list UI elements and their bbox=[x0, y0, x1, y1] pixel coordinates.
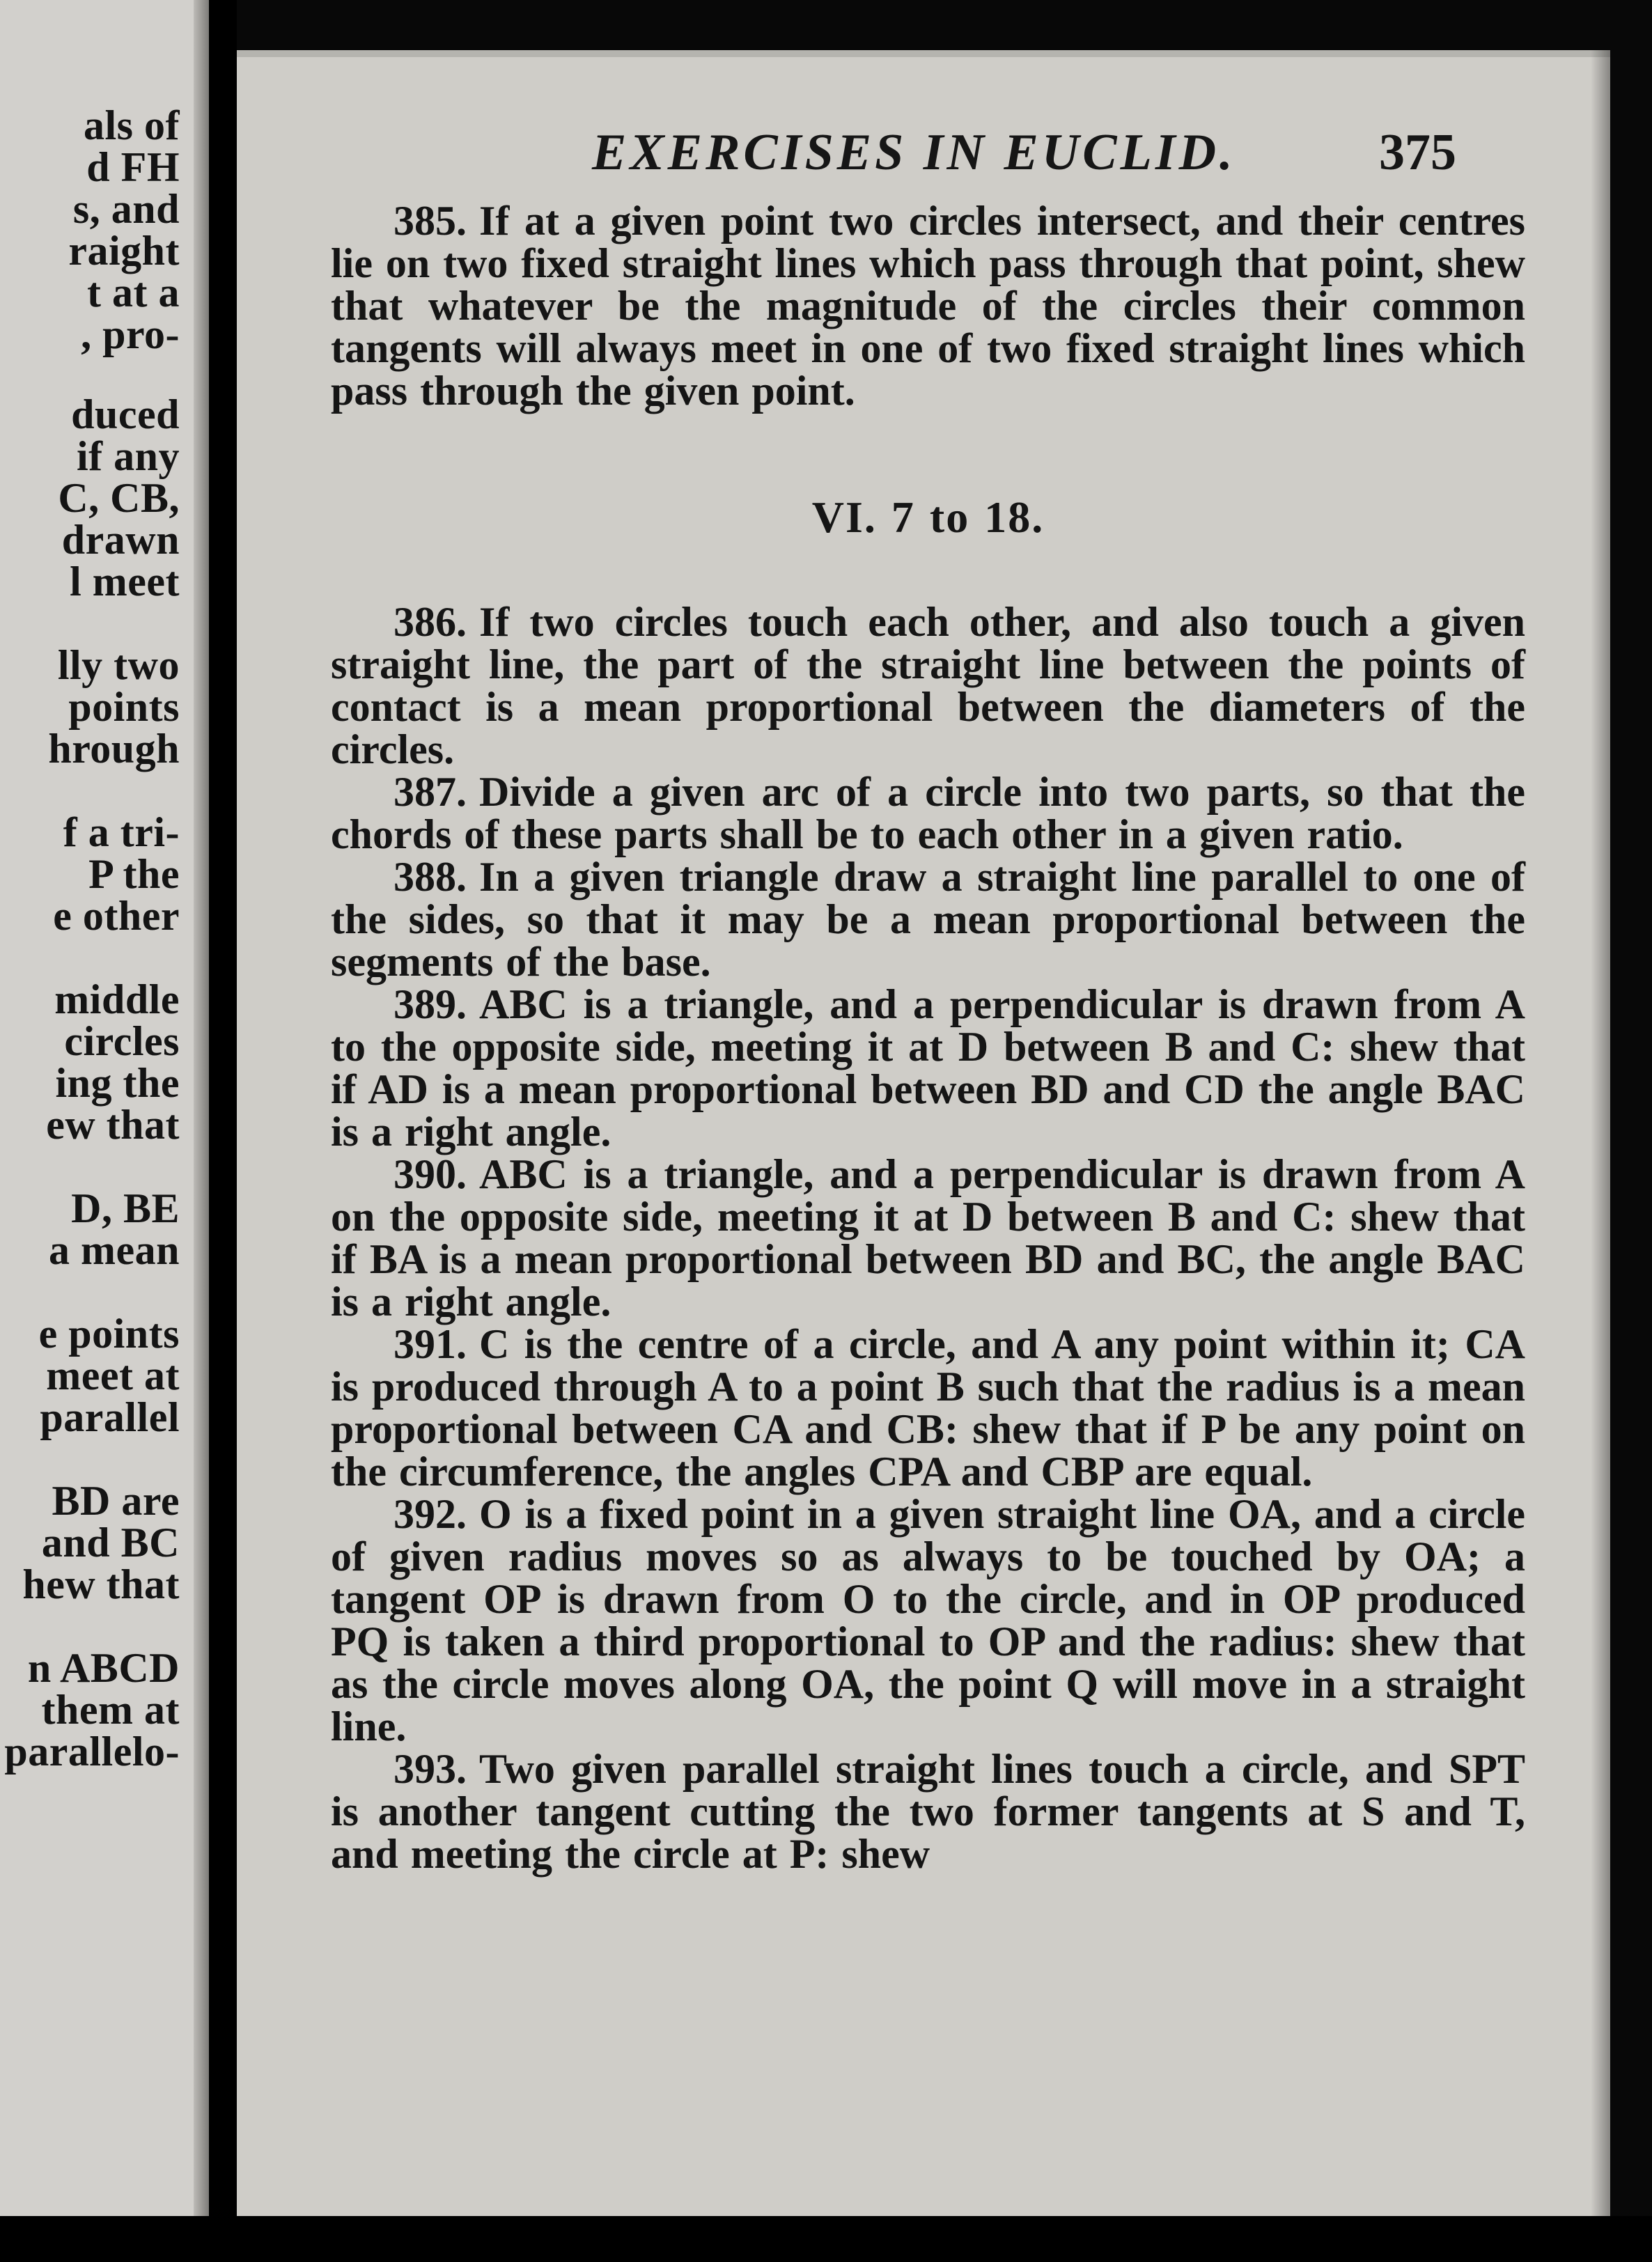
facing-page-fragment: f a tri- bbox=[63, 809, 180, 855]
exercise-text: C is the centre of a circle, and A any point within it; CA is produced through A to a point B such that the radius is a mean proportional between CA and CB: shew that if P be any point on the circumference, the angles CPA and CBP are equal. bbox=[331, 1321, 1525, 1495]
exercise-text: Two given parallel straight lines touch a circle, and SPT is another tangent cutting the two former tangents at S and T, and meeting the circle at P: shew bbox=[331, 1746, 1525, 1877]
exercise-number: 388. bbox=[393, 854, 467, 900]
facing-page-fragment: s, and bbox=[72, 186, 180, 232]
exercise-text: O is a fixed point in a given straight line OA, and a circle of given radius moves so as always to be touched by OA; a tangent OP is drawn from O to the circle, and in OP produced PQ is taken a third proportional to OP and the radius: shew that as the circle moves along OA, the point Q will move in a straight line. bbox=[331, 1491, 1525, 1749]
exercise-text: In a given triangle draw a straight line parallel to one of the sides, so that it may be a mean proportional between the segments of the base. bbox=[331, 854, 1525, 985]
facing-page-fragment: raight bbox=[68, 228, 180, 274]
exercise-text: If two circles touch each other, and also touch a given straight line, the part of the straight line between the points of contact is a mean proportional between the diameters of the circles. bbox=[331, 599, 1525, 772]
facing-page-fragment: t at a bbox=[87, 270, 180, 315]
exercise-paragraph bbox=[331, 601, 1525, 771]
exercise-paragraph bbox=[331, 856, 1525, 983]
facing-page-fragment: duced bbox=[71, 391, 180, 437]
facing-page-fragment: hrough bbox=[48, 726, 180, 772]
facing-page-fragment: e points bbox=[38, 1311, 180, 1357]
facing-page-edge-shadow bbox=[194, 0, 209, 2262]
facing-page-fragment: circles bbox=[64, 1018, 180, 1064]
facing-page-fragment: BD are bbox=[52, 1478, 180, 1524]
facing-page-fragment: lly two bbox=[57, 642, 180, 688]
facing-page-fragment: middle bbox=[54, 976, 180, 1022]
exercise-number: 393. bbox=[393, 1746, 467, 1792]
scan-bottom-edge bbox=[0, 2216, 1652, 2262]
exercise-list bbox=[331, 601, 1525, 1875]
facing-page-fragment: a mean bbox=[49, 1227, 180, 1273]
facing-page-fragment: ew that bbox=[46, 1102, 180, 1148]
facing-page-fragment: parallel bbox=[40, 1394, 180, 1440]
facing-page-left bbox=[0, 0, 209, 2262]
page-right-shadow bbox=[1591, 50, 1610, 2216]
exercise-paragraph bbox=[331, 983, 1525, 1153]
facing-page-fragment: e other bbox=[53, 893, 180, 939]
facing-page-fragment: them at bbox=[41, 1687, 180, 1733]
exercise-text: ABC is a triangle, and a perpendicular is drawn from A to the opposite side, meeting it at D between B and C: shew that if AD is a mean proportional between BD and CD the angle BAC is a right angle. bbox=[331, 981, 1525, 1155]
exercise-paragraph bbox=[331, 1493, 1525, 1748]
facing-page-fragment: ing the bbox=[55, 1060, 180, 1106]
exercise-paragraph bbox=[331, 1748, 1525, 1875]
facing-page-fragment: d FH bbox=[86, 144, 180, 190]
page-number: 375 bbox=[1379, 124, 1456, 181]
facing-page-fragment: points bbox=[68, 684, 180, 730]
exercise-number: 391. bbox=[393, 1321, 467, 1367]
exercise-paragraph bbox=[331, 1153, 1525, 1323]
exercise-number: 390. bbox=[393, 1151, 467, 1197]
page-header bbox=[237, 123, 1610, 193]
facing-page-fragment: hew that bbox=[22, 1561, 180, 1607]
facing-page-fragment: P the bbox=[88, 851, 180, 897]
page-body bbox=[331, 200, 1525, 1875]
facing-page-fragment: drawn bbox=[61, 517, 180, 563]
exercise-text: ABC is a triangle, and a perpendicular is drawn from A on the opposite side, meeting it at D between B and C: shew that if BA is a mean proportional between BD and BC, the angle BAC is a right angle. bbox=[331, 1151, 1525, 1325]
exercise-paragraph bbox=[331, 771, 1525, 856]
page-top-shadow bbox=[237, 50, 1610, 57]
exercise-number: 387. bbox=[393, 769, 467, 815]
facing-page-fragment: parallelo- bbox=[4, 1729, 180, 1774]
exercise-paragraph bbox=[331, 200, 1525, 412]
facing-page-fragment: , pro- bbox=[81, 311, 180, 357]
exercise-text: If at a given point two circles intersect, and their centres lie on two fixed straight lines which pass through that point, shew that whatever be the magnitude of the circles their common tangents will always meet in one of two fixed straight lines which pass through the given point. bbox=[331, 198, 1525, 414]
facing-page-fragment: if any bbox=[76, 433, 180, 479]
exercise-number: 389. bbox=[393, 981, 467, 1027]
exercise-number: 392. bbox=[393, 1491, 467, 1537]
exercise-number: 386. bbox=[393, 599, 467, 645]
facing-page-fragment: and BC bbox=[41, 1520, 180, 1566]
exercise-number: 385. bbox=[393, 198, 467, 244]
facing-page-fragment: meet at bbox=[46, 1352, 180, 1398]
exercise-text: Divide a given arc of a circle into two parts, so that the chords of these parts shall be to each other in a given ratio. bbox=[331, 769, 1525, 857]
exercise-paragraph bbox=[331, 1323, 1525, 1493]
section-heading: VI. 7 to 18. bbox=[811, 492, 1045, 542]
facing-page-fragment: C, CB, bbox=[58, 475, 180, 521]
facing-page-fragment: l meet bbox=[70, 559, 180, 604]
book-page bbox=[237, 50, 1610, 2216]
book-gutter bbox=[209, 0, 237, 2262]
facing-page-fragment: als of bbox=[84, 102, 180, 148]
facing-page-fragment: n ABCD bbox=[27, 1645, 180, 1691]
facing-page-fragment: D, BE bbox=[71, 1185, 180, 1231]
running-title: EXERCISES IN EUCLID. bbox=[592, 124, 1236, 181]
